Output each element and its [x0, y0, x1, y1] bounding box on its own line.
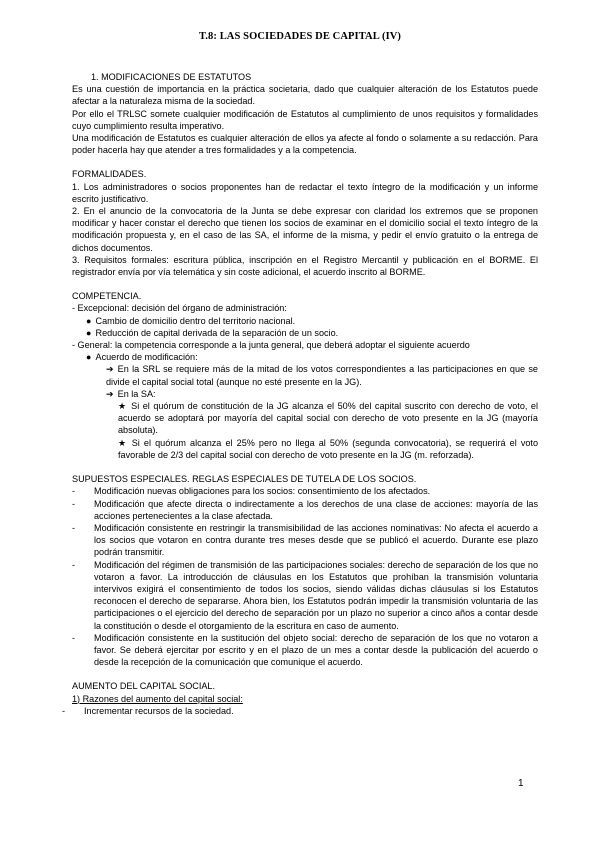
- section-heading-aumento: AUMENTO DEL CAPITAL SOCIAL.: [72, 681, 216, 692]
- subheading-razones: 1) Razones del aumento del capital social:: [72, 693, 243, 704]
- list-item: ★ Si el quórum alcanza el 25% pero no llega al 50% (segunda convocatoria), se requerirá el voto favorable de 2/3 del capital social con derecho de voto presente en la JG (m. reforzada).: [118, 437, 539, 460]
- list-item: ● Acuerdo de modificación:: [86, 352, 198, 363]
- bullet-icon: ●: [86, 315, 92, 326]
- paragraph: Es una cuestión de importancia en la práctica societaria, dado que cualquier alteración de los Estatutos puede afectar a la naturaleza misma de la sociedad.: [72, 84, 538, 107]
- section-heading-competencia: COMPETENCIA.: [72, 291, 142, 302]
- list-item: - Modificación consistente en la sustitución del objeto social: derecho de separación de los que no votaron a favor. Se deberá ejercitar por escrito y en el plazo de un mes a contar desde la publicación del acuerdo o desde la recepción de la comunicación que comunique el acuerdo.: [72, 632, 538, 668]
- competencia-excepcional: - Excepcional: decisión del órgano de administración:: [72, 303, 287, 314]
- arrow-icon: ➔: [106, 364, 114, 375]
- list-item: - Modificación consistente en restringir la transmisibilidad de las acciones nominativas: No afecta el acuerdo a los socios que votaron en contra durante tres meses desde que se publicó el acuerdo. Durante ese plazo podrán transmitir.: [72, 522, 538, 558]
- competencia-general: - General: la competencia corresponde a la junta general, que deberá adoptar el siguiente acuerdo: [72, 340, 470, 351]
- page-number: 1: [518, 778, 524, 789]
- section-heading-formalidades: FORMALIDADES.: [72, 169, 147, 180]
- section-heading-modificaciones: 1. MODIFICACIONES DE ESTATUTOS: [91, 72, 252, 82]
- list-item: - Modificación del régimen de transmisión de las participaciones sociales: derecho de separación de los que no votaron a favor. La introducción de cláusulas en los Estatutos que prohíban la transmisión voluntaria intervivos exigirá el consentimiento de todos los socios, siendo válidas dichas cláusulas si los Estatutos reconocen el derecho de separarse. Ahora bien, los Estatutos podrán impedir la transmisión voluntaria de las participaciones o el ejercicio del derecho de separación por un plazo no superior a cinco años a contar desde la constitución o desde el otorgamiento de la escritura en caso de aumento.: [72, 559, 538, 631]
- section-heading-supuestos: SUPUESTOS ESPECIALES. REGLAS ESPECIALES DE TUTELA DE LOS SOCIOS.: [72, 474, 417, 485]
- star-icon: ★: [118, 437, 128, 448]
- bullet-icon: ●: [86, 352, 92, 363]
- list-item: - Incrementar recursos de la sociedad.: [62, 705, 234, 716]
- dash-marker: -: [72, 498, 76, 509]
- list-item: ● Cambio de domicilio dentro del territorio nacional.: [86, 315, 296, 326]
- list-item: ➔ En la SRL se requiere más de la mitad de los votos correspondientes a las participaciones en que se divide el capital social total (aunque no esté presente en la JG).: [106, 364, 538, 387]
- dash-marker: -: [72, 559, 76, 570]
- paragraph: Una modificación de Estatutos es cualquier alteración de ellos ya afecte al fondo o solamente a su redacción. Para poder hacerla hay que atender a tres formalidades y a la competencia.: [72, 133, 538, 156]
- list-item: ★ Si el quórum de constitución de la JG alcanza el 50% del capital suscrito con derecho de voto, el acuerdo se adoptará por mayoría del capital social con derecho de voto presente en la JG (mayoría absoluta).: [118, 401, 539, 436]
- list-item: ➔ En la SA:: [106, 388, 156, 399]
- dash-marker: -: [62, 705, 66, 716]
- bullet-icon: ●: [86, 327, 92, 338]
- list-item: ● Reducción de capital derivada de la separación de un socio.: [86, 327, 339, 338]
- list-item: 1. Los administradores o socios proponentes han de redactar el texto íntegro de la modificación y un informe escrito justificativo.: [72, 181, 538, 204]
- list-item: - Modificación que afecte directa o indirectamente a los derechos de una clase de acciones: mayoría de las acciones pertenecientes a la clase afectada.: [72, 498, 538, 521]
- list-item: - Modificación nuevas obligaciones para los socios: consentimiento de los afectados.: [72, 486, 431, 497]
- star-icon: ★: [118, 401, 128, 412]
- list-item: 3. Requisitos formales: escritura pública, inscripción en el Registro Mercantil y publicación en el BORME. El registrador envía por vía telemática y sin coste adicional, el acuerdo inscrito al BORME.: [72, 254, 538, 278]
- dash-marker: -: [72, 632, 76, 643]
- page-title: T.8: LAS SOCIEDADES DE CAPITAL (IV): [198, 31, 402, 42]
- list-item: 2. En el anuncio de la convocatoria de la Junta se debe expresar con claridad los extremos que se proponen modificar y hacer constar el derecho que tienen los socios de examinar en el domicilio social el texto íntegro de la modificación propuesta y, en el caso de las SA, el informe de la misma, y pedir el envío gratuito o la entrega de dichos documentos.: [72, 206, 538, 253]
- arrow-icon: ➔: [106, 388, 114, 399]
- document-body: [62, 71, 539, 717]
- paragraph: Por ello el TRLSC somete cualquier modificación de Estatutos al cumplimiento de unos requisitos y formalidades cuyo cumplimiento resulta imperativo.: [72, 108, 538, 131]
- dash-marker: -: [72, 522, 76, 533]
- dash-marker: -: [72, 486, 76, 497]
